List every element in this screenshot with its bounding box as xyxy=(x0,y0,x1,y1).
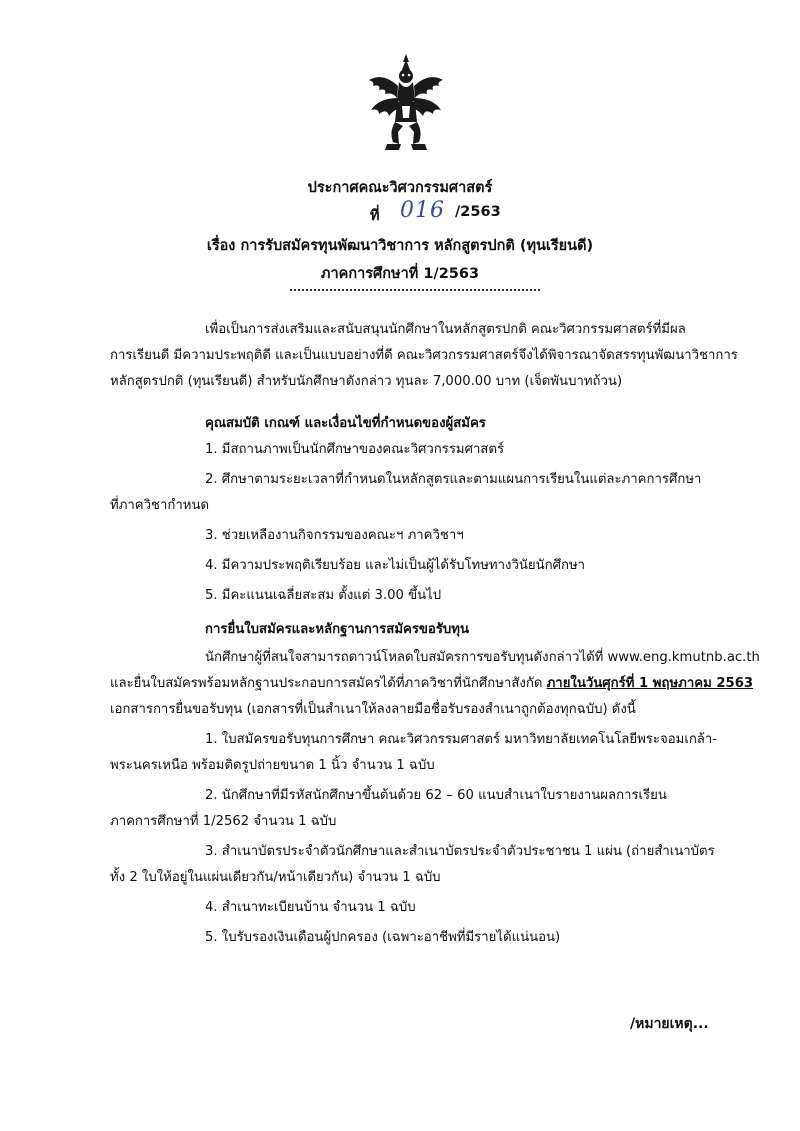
list-item: 3. ช่วยเหลืองานกิจกรรมของคณะฯ ภาควิชาฯ xyxy=(205,528,464,543)
application-heading: การยื่นใบสมัครและหลักฐานการสมัครขอรับทุน xyxy=(205,622,470,637)
list-item: 4. มีความประพฤติเรียบร้อย และไม่เป็นผู้ได้รับโทษทางวินัยนักศึกษา xyxy=(205,558,586,573)
handwritten-number: 016 xyxy=(400,198,445,223)
intro-line: การเรียนดี มีความประพฤติดี และเป็นแบบอย่างที่ดี คณะวิศวกรรมศาสตร์จึงได้พิจารณาจัดสรรทุนพัฒนาวิชาการ xyxy=(110,348,738,363)
list-item-continuation: ทั้ง 2 ใบให้อยู่ในแผ่นเดียวกัน/หน้าเดียวกัน) จำนวน 1 ฉบับ xyxy=(110,870,441,885)
application-deadline: ภายในวันศุกร์ที่ 1 พฤษภาคม 2563 xyxy=(546,676,754,691)
list-item: 2. ศึกษาตามระยะเวลาที่กำหนดในหลักสูตรและตามแผนการเรียนในแต่ละภาคการศึกษา xyxy=(205,472,702,487)
application-section xyxy=(110,617,760,951)
announcement-number xyxy=(0,198,800,226)
application-intro-text: และยื่นใบสมัครพร้อมหลักฐานประกอบการสมัครได้ที่ภาควิชาที่นักศึกษาสังกัด xyxy=(110,676,547,691)
application-intro-line: นักศึกษาผู้ที่สนใจสามารถดาวน์โหลดใบสมัครการขอรับทุนดังกล่าวได้ที่ www.eng.kmutnb.ac.th xyxy=(205,650,760,665)
list-item: 2. นักศึกษาที่มีรหัสนักศึกษาขึ้นต้นด้วย 62 – 60 แนบสำเนาใบรายงานผลการเรียน xyxy=(205,788,667,803)
list-item: 5. มีคะแนนเฉลี่ยสะสม ตั้งแต่ 3.00 ขึ้นไป xyxy=(205,588,442,603)
number-year: /2563 xyxy=(455,204,501,220)
qualifications-heading: คุณสมบัติ เกณฑ์ และเงื่อนไขที่กำหนดของผู้สมัคร xyxy=(205,416,486,431)
announcement-title: ประกาศคณะวิศวกรรมศาสตร์ xyxy=(307,180,493,196)
list-item-continuation: ที่ภาควิชากำหนด xyxy=(110,498,210,513)
list-item: 3. สำเนาบัตรประจำตัวนักศึกษาและสำเนาบัตรประจำตัวประชาชน 1 แผ่น (ถ่ายสำเนาบัตร xyxy=(205,844,715,859)
dotted-separator xyxy=(290,289,540,291)
list-item: 5. ใบรับรองเงินเดือนผู้ปกครอง (เฉพาะอาชีพที่มีรายได้แน่นอน) xyxy=(205,930,561,945)
garuda-emblem-icon xyxy=(365,52,447,154)
list-item-continuation: ภาคการศึกษาที่ 1/2562 จำนวน 1 ฉบับ xyxy=(110,814,337,829)
announcement-subject: เรื่อง การรับสมัครทุนพัฒนาวิชาการ หลักสูตรปกติ (ทุนเรียนดี) xyxy=(206,238,594,254)
intro-line: หลักสูตรปกติ (ทุนเรียนดี) สำหรับนักศึกษาดังกล่าว ทุนละ 7,000.00 บาท (เจ็ดพันบาทถ้วน) xyxy=(110,374,623,389)
list-item: 1. ใบสมัครขอรับทุนการศึกษา คณะวิศวกรรมศาสตร์ มหาวิทยาลัยเทคโนโลยีพระจอมเกล้า- xyxy=(205,732,718,747)
list-item: 1. มีสถานภาพเป็นนักศึกษาของคณะวิศวกรรมศาสตร์ xyxy=(205,442,505,457)
list-item: 4. สำเนาทะเบียนบ้าน จำนวน 1 ฉบับ xyxy=(205,900,416,915)
continuation-note: /หมายเหตุ... xyxy=(630,1016,709,1032)
number-label: ที่ xyxy=(370,208,380,224)
qualifications-section xyxy=(110,411,710,609)
announcement-semester: ภาคการศึกษาที่ 1/2563 xyxy=(320,266,480,282)
intro-paragraph xyxy=(110,317,738,395)
list-item-continuation: พระนครเหนือ พร้อมติดรูปถ่ายขนาด 1 นิ้ว จำนวน 1 ฉบับ xyxy=(110,758,435,773)
intro-line: เพื่อเป็นการส่งเสริมและสนับสนุนนักศึกษาในหลักสูตรปกติ คณะวิศวกรรมศาสตร์ที่มีผล xyxy=(205,322,686,337)
application-intro-line xyxy=(110,671,754,697)
application-intro-line: เอกสารการยื่นขอรับทุน (เอกสารที่เป็นสำเนาให้ลงลายมือชื่อรับรองสำเนาถูกต้องทุกฉบับ) ดังนี้ xyxy=(110,702,636,717)
